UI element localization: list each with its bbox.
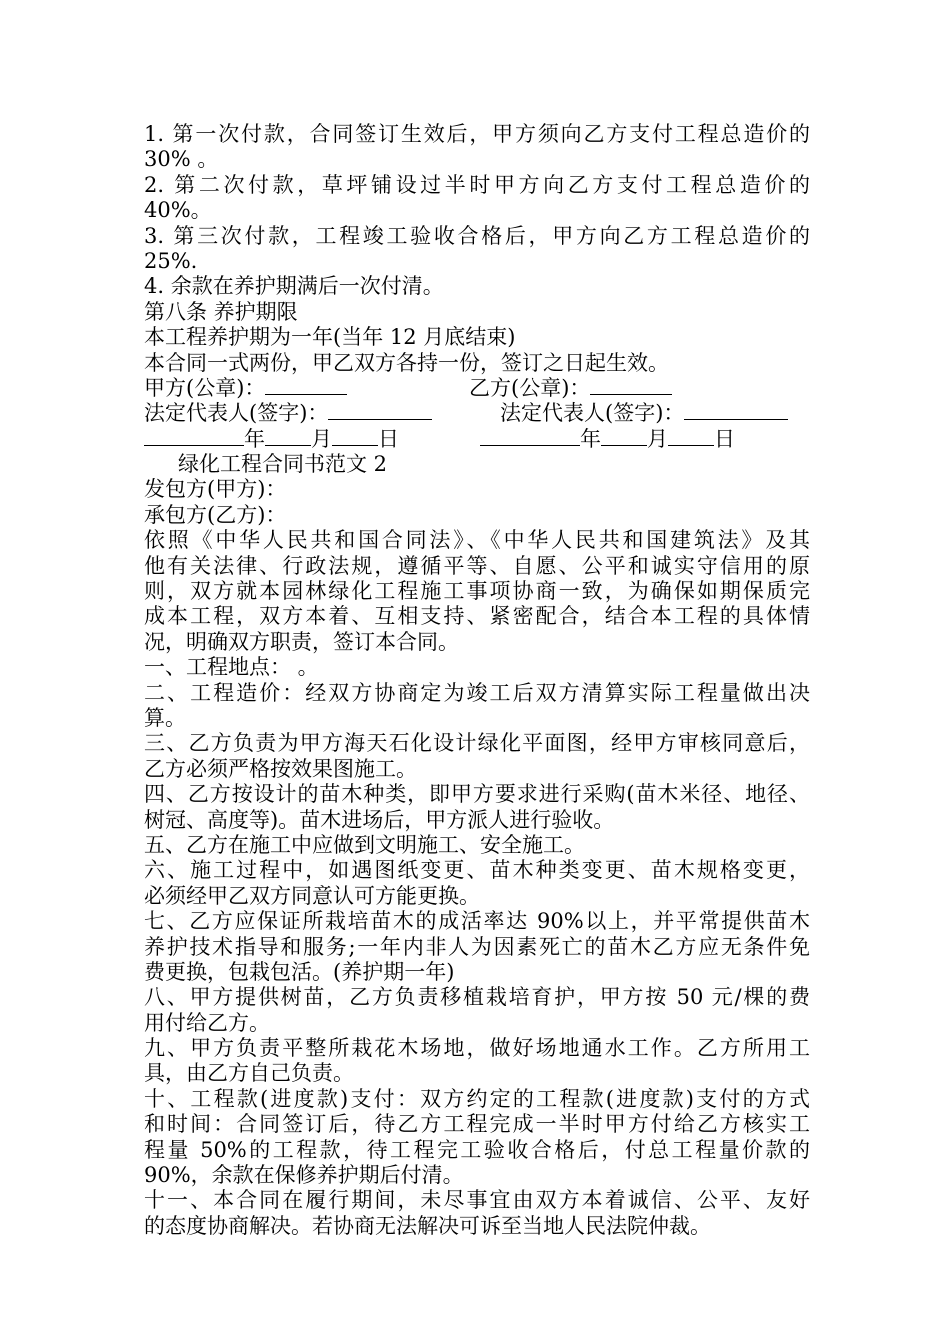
clause-line: 九、甲方负责平整所栽花木场地，做好场地通水工作。乙方所用工 bbox=[144, 1036, 810, 1061]
intro-paragraph bbox=[144, 528, 810, 655]
clause-line: 一、工程地点： 。 bbox=[144, 655, 319, 680]
clause-line: 和时间：合同签订后，待乙方工程完成一半时甲方付给乙方核实工 bbox=[144, 1112, 810, 1137]
day-label-b: 日 bbox=[714, 426, 735, 451]
clause-2 bbox=[144, 681, 810, 732]
clause-line: 八、甲方提供树苗，乙方负责移植栽培育护，甲方按 50 元/棵的费 bbox=[144, 985, 810, 1010]
seal-row bbox=[144, 376, 810, 401]
clause-line: 费更换，包栽包活。(养护期一年) bbox=[144, 959, 455, 984]
employer-line: 发包方(甲方)： bbox=[144, 477, 287, 502]
payment-3-line-2: 25%. bbox=[144, 248, 198, 273]
party-a-rep-label: 法定代表人(签字)： bbox=[144, 401, 329, 426]
payment-4-line-1: 4. 余款在养护期满后一次付清。 bbox=[144, 274, 444, 299]
clause-10 bbox=[144, 1087, 810, 1189]
clause-line: 十一、本合同在履行期间，未尽事宜由双方本着诚信、公平、友好 bbox=[144, 1188, 810, 1213]
article-8-line-1: 本工程养护期为一年(当年 12 月底结束) bbox=[144, 325, 516, 350]
clause-5 bbox=[144, 833, 810, 858]
clause-line: 具，由乙方自己负责。 bbox=[144, 1061, 354, 1086]
month-label-b: 月 bbox=[647, 426, 668, 451]
year-label-b: 年 bbox=[580, 426, 601, 451]
clause-8 bbox=[144, 985, 810, 1036]
month-label-a: 月 bbox=[311, 426, 332, 451]
article-8-line-2: 本合同一式两份，甲乙双方各持一份，签订之日起生效。 bbox=[144, 350, 669, 375]
payment-1-line-1: 1. 第一次付款，合同签订生效后，甲方须向乙方支付工程总造价的 bbox=[144, 122, 810, 146]
party-a-date bbox=[144, 427, 399, 452]
day-label-a: 日 bbox=[378, 426, 399, 451]
clauses-list bbox=[144, 655, 810, 1239]
day-blank-b bbox=[668, 427, 714, 446]
clause-4 bbox=[144, 782, 810, 833]
year-blank-b bbox=[480, 427, 580, 446]
intro-line: 况，明确双方职责，签订本合同。 bbox=[144, 629, 459, 654]
intro-line: 他有关法律、行政法规，遵循平等、自愿、公平和诚实守信用的原 bbox=[144, 553, 810, 578]
representative-row bbox=[144, 401, 810, 426]
party-b-rep-blank bbox=[684, 401, 788, 420]
clause-line: 十、工程款(进度款)支付：双方约定的工程款(进度款)支付的方式 bbox=[144, 1086, 810, 1111]
party-a-seal bbox=[144, 376, 347, 401]
party-a-seal-blank bbox=[265, 376, 347, 395]
party-b-date bbox=[480, 427, 735, 452]
clause-9 bbox=[144, 1036, 810, 1087]
payment-3-line-1: 3. 第三次付款，工程竣工验收合格后，甲方向乙方工程总造价的 bbox=[144, 223, 810, 248]
party-b-seal-label: 乙方(公章)： bbox=[469, 375, 591, 400]
party-b-seal bbox=[469, 376, 672, 401]
clause-line: 必须经甲乙双方同意认可方能更换。 bbox=[144, 883, 480, 908]
clause-1 bbox=[144, 655, 810, 680]
intro-line: 依照《中华人民共和国合同法》、《中华人民共和国建筑法》及其 bbox=[144, 528, 810, 553]
clause-line: 六、施工过程中，如遇图纸变更、苗木种类变更、苗木规格变更， bbox=[144, 858, 810, 883]
month-blank-a bbox=[265, 427, 311, 446]
clause-line: 四、乙方按设计的苗木种类，即甲方要求进行采购(苗木米径、地径、 bbox=[144, 782, 810, 807]
day-blank-a bbox=[332, 427, 378, 446]
clause-line: 七、乙方应保证所栽培苗木的成活率达 90%以上，并平常提供苗木 bbox=[144, 909, 810, 934]
clause-line: 二、工程造价：经双方协商定为竣工后双方清算实际工程量做出决 bbox=[144, 680, 810, 705]
payment-1-line-2: 30% 。 bbox=[144, 147, 219, 172]
contractor-line: 承包方(乙方)： bbox=[144, 502, 287, 527]
document-page bbox=[144, 122, 810, 1239]
payment-2-line-1: 2. 第二次付款，草坪铺设过半时甲方向乙方支付工程总造价的 bbox=[144, 172, 810, 197]
contract-2-title: 绿化工程合同书范文 2 bbox=[178, 452, 388, 477]
clause-line: 树冠、高度等)。苗木进场后，甲方派人进行验收。 bbox=[144, 807, 615, 832]
party-b-seal-blank bbox=[590, 376, 672, 395]
clause-line: 的态度协商解决。若协商无法解决可诉至当地人民法院仲裁。 bbox=[144, 1213, 711, 1238]
month-blank-b bbox=[601, 427, 647, 446]
clause-3 bbox=[144, 731, 810, 782]
clause-11 bbox=[144, 1188, 810, 1239]
party-a-rep bbox=[144, 401, 432, 426]
party-b-rep-label: 法定代表人(签字)： bbox=[500, 401, 685, 426]
year-label-a: 年 bbox=[244, 426, 265, 451]
article-8-title: 第八条 养护期限 bbox=[144, 299, 298, 324]
party-a-rep-blank bbox=[328, 401, 432, 420]
clause-line: 算。 bbox=[144, 705, 186, 730]
clause-line: 五、乙方在施工中应做到文明施工、安全施工。 bbox=[144, 832, 585, 857]
payment-2-line-2: 40%。 bbox=[144, 198, 212, 223]
intro-line: 则，双方就本园林绿化工程施工事项协商一致，为确保如期保质完 bbox=[144, 579, 810, 604]
payment-terms bbox=[144, 122, 810, 300]
clause-line: 程量 50%的工程款，待工程完工验收合格后，付总工程量价款的 bbox=[144, 1137, 810, 1162]
party-b-rep bbox=[500, 401, 788, 426]
clause-line: 乙方必须严格按效果图施工。 bbox=[144, 756, 417, 781]
clause-6 bbox=[144, 858, 810, 909]
party-a-seal-label: 甲方(公章)： bbox=[144, 375, 266, 400]
clause-line: 用付给乙方。 bbox=[144, 1010, 270, 1035]
clause-line: 三、乙方负责为甲方海天石化设计绿化平面图，经甲方审核同意后， bbox=[144, 731, 810, 756]
intro-line: 成本工程，双方本着、互相支持、紧密配合，结合本工程的具体情 bbox=[144, 604, 810, 629]
year-blank-a bbox=[144, 427, 244, 446]
clause-line: 养护技术指导和服务;一年内非人为因素死亡的苗木乙方应无条件免 bbox=[144, 934, 810, 959]
clause-line: 90%，余款在保修养护期后付清。 bbox=[144, 1163, 464, 1188]
clause-7 bbox=[144, 909, 810, 985]
date-row bbox=[144, 427, 810, 452]
